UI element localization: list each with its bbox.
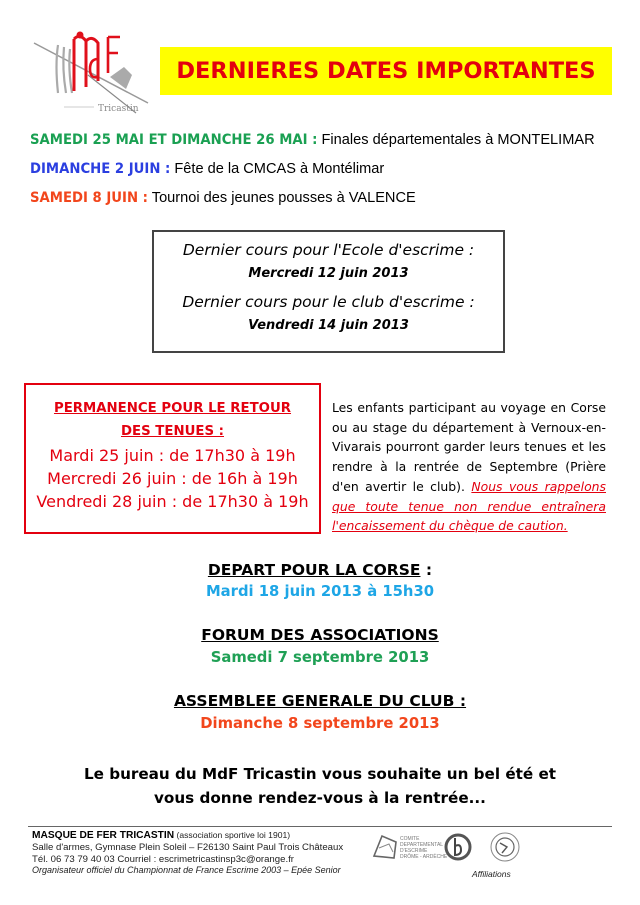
section-title [0, 692, 640, 710]
school-last-course-date: Mercredi 12 juin 2013 [248, 266, 409, 281]
section-title [0, 561, 640, 579]
event-line [30, 131, 595, 148]
section-title-text: ASSEMBLEE GENERALE DU CLUB : [173, 692, 467, 710]
logo-subtitle: Tricastin [98, 104, 139, 114]
corse-note [332, 398, 606, 536]
mdf-logo-icon [28, 25, 158, 117]
affiliations-label: Affiliations [472, 869, 511, 879]
closing-line: vous donne rendez-vous à la rentrée... [154, 789, 486, 807]
section-title [0, 626, 640, 644]
school-last-course-label: Dernier cours pour l'Ecole d'escrime : [182, 241, 475, 259]
event-description: Tournoi des jeunes pousses à VALENCE [147, 189, 416, 206]
section-date: Dimanche 8 septembre 2013 [200, 715, 440, 732]
event-date-label: DIMANCHE 2 JUIN : [30, 161, 171, 177]
permanence-slot: Vendredi 28 juin : de 17h30 à 19h [36, 492, 309, 511]
permanence-slot: Mardi 25 juin : de 17h30 à 19h [49, 446, 296, 465]
last-courses-box [152, 230, 505, 353]
section-title-suffix: : [420, 561, 433, 579]
event-date-label: SAMEDI 8 JUIN : [30, 190, 148, 206]
permanence-slot: Mercredi 26 juin : de 16h à 19h [47, 469, 298, 488]
event-line [30, 160, 384, 177]
ffe-emblem-icon [443, 830, 473, 864]
event-description: Fête de la CMCAS à Montélimar [170, 160, 385, 177]
club-logo [28, 25, 158, 117]
comite-logo-line: D'ESCRIME [400, 848, 428, 854]
org-name: MASQUE DE FER TRICASTIN [32, 830, 175, 841]
corse-note-text: Les enfants participant au voyage en Corse ou au stage du département à Vernoux-en-Vivarais pourront garder leurs tenues et les rendre à la rentrée de Septembre (Prière d'en avertir le club). [332, 400, 606, 494]
permanence-title-cont: DES TENUES : [120, 424, 224, 439]
org-contact: Tél. 06 73 79 40 03 Courriel : escrimetricastinsp3c@orange.fr [32, 853, 294, 865]
comite-logo-line: DEPARTEMENTAL [400, 842, 444, 848]
closing-line: Le bureau du MdF Tricastin vous souhaite un bel été et [83, 765, 557, 783]
permanence-box [24, 383, 321, 534]
permanence-title: PERMANENCE POUR LE RETOUR [53, 401, 292, 416]
section-date: Mardi 18 juin 2013 à 15h30 [205, 583, 435, 600]
section-title-text: DEPART POUR LA CORSE [207, 561, 421, 579]
section-date: Samedi 7 septembre 2013 [210, 649, 430, 666]
comite-drome-ardeche-logo [370, 832, 450, 862]
seal-icon [489, 831, 521, 863]
event-description: Finales départementales à MONTELIMAR [317, 131, 595, 148]
page-title: DERNIERES DATES IMPORTANTES [176, 58, 596, 84]
footer-divider [28, 826, 612, 827]
ffe-logo [443, 830, 473, 864]
event-date-label: SAMEDI 25 MAI ET DIMANCHE 26 MAI : [30, 132, 318, 148]
closing-message [0, 762, 640, 810]
title-banner [160, 47, 612, 95]
org-type: (association sportive loi 1901) [174, 830, 291, 840]
caution-warning: Nous vous rappelons que toute tenue non rendue entraînera l'encaissement du chèque de caution. [332, 478, 606, 534]
event-line [30, 189, 416, 206]
club-last-course-label: Dernier cours pour le club d'escrime : [182, 293, 475, 311]
comite-logo-icon [370, 832, 450, 862]
org-tagline: Organisateur officiel du Championnat de France Escrime 2003 – Epée Senior [32, 865, 341, 876]
club-last-course-date: Vendredi 14 juin 2013 [248, 318, 409, 333]
org-address: Salle d'armes, Gymnase Plein Soleil – F26130 Saint Paul Trois Châteaux [32, 841, 344, 853]
federation-seal-logo [489, 831, 521, 863]
comite-logo-line: COMITE [400, 836, 420, 842]
section-title-text: FORUM DES ASSOCIATIONS [201, 626, 439, 644]
footer-contact [32, 830, 343, 877]
comite-logo-line: DRÔME - ARDÈCHE [400, 854, 448, 860]
